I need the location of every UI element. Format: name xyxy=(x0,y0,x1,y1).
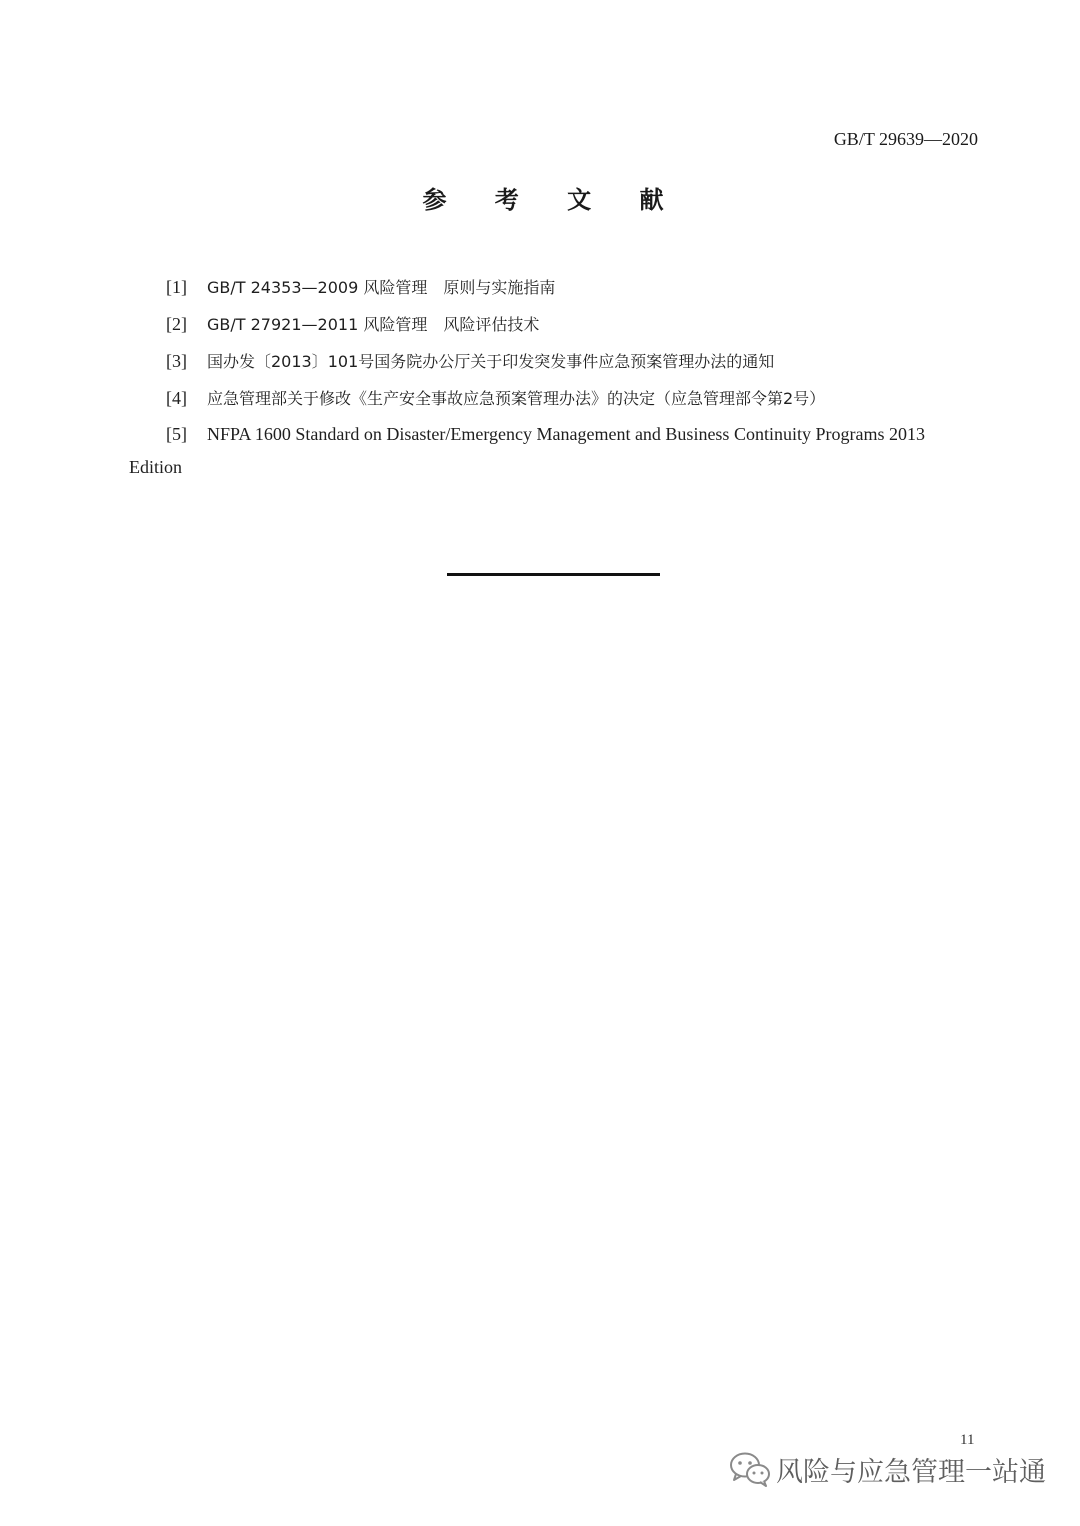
reference-item xyxy=(166,423,925,446)
reference-number: [2] xyxy=(166,314,187,334)
standard-number: GB/T 29639—2020 xyxy=(833,129,978,149)
reference-text-continuation: Edition xyxy=(129,457,182,477)
reference-text: GB/T 24353—2009 风险管理 原则与实施指南 xyxy=(207,278,556,297)
reference-number: [1] xyxy=(166,277,187,297)
reference-item xyxy=(166,313,539,336)
reference-number: [4] xyxy=(166,388,187,408)
page-number: 11 xyxy=(960,1432,975,1448)
reference-number: [3] xyxy=(166,351,187,371)
reference-item xyxy=(166,387,825,410)
watermark xyxy=(728,1449,1046,1489)
reference-text: 应急管理部关于修改《生产安全事故应急预案管理办法》的决定（应急管理部令第2号） xyxy=(207,389,826,408)
reference-item xyxy=(166,350,774,373)
reference-text: 国办发〔2013〕101号国务院办公厅关于印发突发事件应急预案管理办法的通知 xyxy=(207,352,775,371)
reference-text: NFPA 1600 Standard on Disaster/Emergency Management and Business Continuity Programs 2013 xyxy=(207,424,925,444)
watermark-text: 风险与应急管理一站通 xyxy=(776,1456,1046,1488)
reference-text: GB/T 27921—2011 风险管理 风险评估技术 xyxy=(207,315,540,334)
wechat-icon xyxy=(728,1449,772,1489)
page-title: 参 考 文 献 xyxy=(422,186,684,214)
end-rule xyxy=(447,573,660,576)
reference-item xyxy=(166,276,555,299)
reference-number: [5] xyxy=(166,424,187,444)
